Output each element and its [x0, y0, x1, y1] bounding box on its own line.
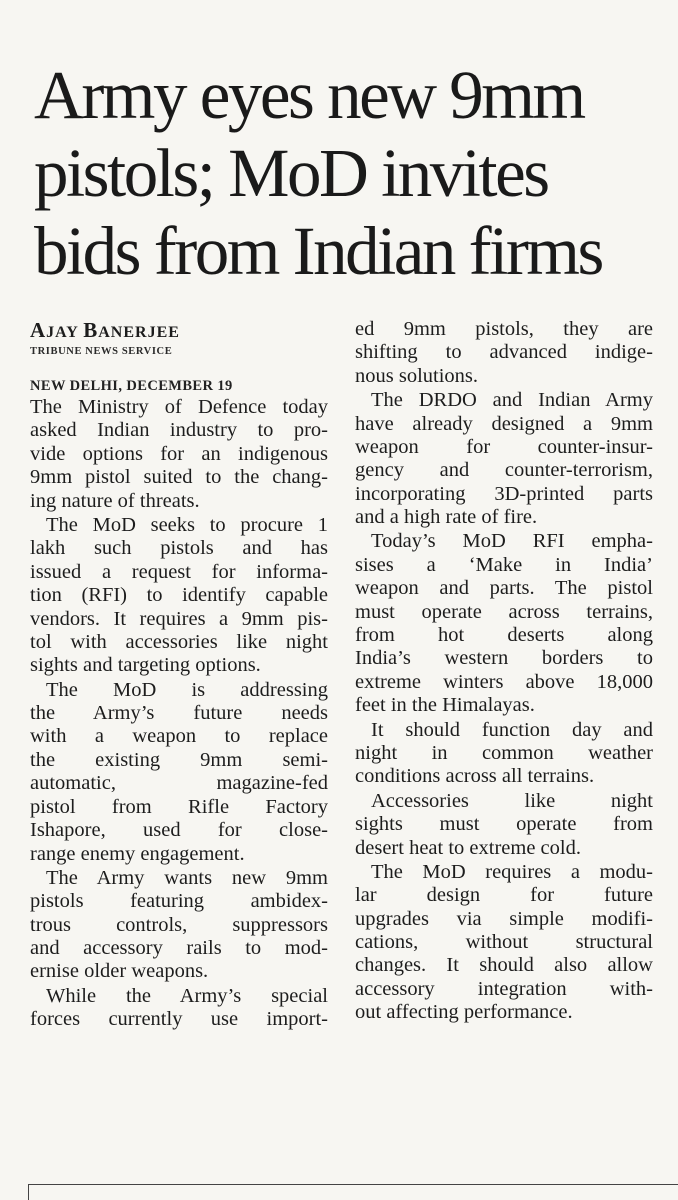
- text-line: sights must operate from: [355, 813, 653, 836]
- text-line: and a high rate of fire.: [355, 506, 538, 529]
- text-line: desert heat to extreme cold.: [355, 836, 581, 859]
- text-line: weapon and parts. The pistol: [355, 577, 653, 600]
- text-line: weapon for counter-insur-: [355, 435, 653, 458]
- text-line: tion (RFI) to identify capable: [30, 584, 328, 607]
- text-line: ernise older weapons.: [30, 960, 209, 983]
- text-line: nous solutions.: [355, 364, 479, 387]
- text-line: conditions across all terrains.: [355, 765, 595, 788]
- text-line: pistols featuring ambidex-: [30, 890, 328, 913]
- text-line: sights and targeting options.: [30, 654, 261, 677]
- bottom-rule: [28, 1184, 678, 1185]
- paragraph: [30, 396, 328, 513]
- right-column-body: [355, 318, 653, 1025]
- text-line: Today’s MoD RFI empha-: [371, 530, 653, 553]
- paragraph: [355, 318, 653, 388]
- text-line: extreme winters above 18,000: [355, 670, 653, 693]
- text-line: gency and counter-terrorism,: [355, 459, 653, 482]
- text-line: upgrades via simple modifi-: [355, 907, 653, 930]
- text-line: with a weapon to replace: [30, 725, 328, 748]
- text-line: issued a request for informa-: [30, 560, 328, 583]
- text-line: cations, without structural: [355, 931, 653, 954]
- paragraph: [30, 514, 328, 678]
- text-line: automatic, magazine-fed: [30, 772, 328, 795]
- text-line: feet in the Himalayas.: [355, 694, 535, 717]
- text-line: The Ministry of Defence today: [30, 396, 328, 418]
- text-line: While the Army’s special: [46, 984, 328, 1007]
- text-line: from hot deserts along: [355, 624, 653, 647]
- paragraph: [355, 530, 653, 717]
- text-line: changes. It should also allow: [355, 954, 653, 977]
- text-line: Accessories like night: [371, 789, 653, 812]
- byline-initial: A: [30, 318, 47, 342]
- paragraph: [355, 719, 653, 789]
- paragraph: [30, 679, 328, 866]
- dateline: NEW DELHI, DECEMBER 19: [30, 378, 233, 394]
- left-column: [30, 318, 328, 1032]
- text-line: vide options for an indigenous: [30, 442, 328, 465]
- paragraph: [355, 389, 653, 529]
- headline-line: pistols; MoD invites: [34, 135, 548, 211]
- text-line: The MoD requires a modu-: [371, 860, 653, 883]
- right-column: [355, 318, 653, 1026]
- text-line: forces currently use import-: [30, 1008, 328, 1031]
- text-line: The DRDO and Indian Army: [371, 389, 653, 412]
- text-line: It should function day and: [371, 718, 653, 741]
- paragraph: [355, 861, 653, 1025]
- byline-initial: B: [83, 318, 99, 342]
- paragraph: [30, 985, 328, 1032]
- text-line: the Army’s future needs: [30, 702, 328, 725]
- text-line: incorporating 3D-printed parts: [355, 482, 653, 505]
- text-line: lar design for future: [355, 884, 653, 907]
- text-line: the existing 9mm semi-: [30, 748, 328, 771]
- text-line: The MoD is addressing: [46, 678, 328, 701]
- text-line: trous controls, suppressors: [30, 913, 328, 936]
- text-line: pistol from Rifle Factory: [30, 795, 328, 818]
- text-line: range enemy engagement.: [30, 842, 245, 865]
- text-line: tol with accessories like night: [30, 630, 328, 653]
- text-line: have already designed a 9mm: [355, 412, 653, 435]
- text-line: asked Indian industry to pro-: [30, 419, 328, 442]
- headline-line: bids from Indian firms: [34, 213, 602, 289]
- byline-text: ANERJEE: [98, 324, 180, 341]
- byline-text: JAY: [46, 324, 84, 341]
- paragraph: [30, 867, 328, 984]
- text-line: ed 9mm pistols, they are: [355, 318, 653, 340]
- text-line: Ishapore, used for close-: [30, 819, 328, 842]
- text-line: night in common weather: [355, 741, 653, 764]
- text-line: The MoD seeks to procure 1: [46, 513, 328, 536]
- headline-line: Army eyes new 9mm: [34, 57, 584, 133]
- text-line: 9mm pistol suited to the chang-: [30, 466, 328, 489]
- news-service: TRIBUNE NEWS SERVICE: [30, 346, 173, 357]
- text-line: and accessory rails to mod-: [30, 937, 328, 960]
- text-line: out affecting performance.: [355, 1001, 573, 1024]
- text-line: ing nature of threats.: [30, 489, 200, 512]
- text-line: vendors. It requires a 9mm pis-: [30, 607, 328, 630]
- byline: [30, 319, 328, 344]
- text-line: India’s western borders to: [355, 647, 653, 670]
- left-corner-rule: [28, 1184, 29, 1200]
- left-column-body: [30, 396, 328, 1032]
- text-line: sises a ‘Make in India’: [355, 553, 653, 576]
- text-line: lakh such pistols and has: [30, 537, 328, 560]
- text-line: shifting to advanced indige-: [355, 341, 653, 364]
- paragraph: [355, 790, 653, 860]
- text-line: The Army wants new 9mm: [46, 866, 328, 889]
- headline: [34, 56, 654, 290]
- text-line: must operate across terrains,: [355, 600, 653, 623]
- text-line: accessory integration with-: [355, 977, 653, 1000]
